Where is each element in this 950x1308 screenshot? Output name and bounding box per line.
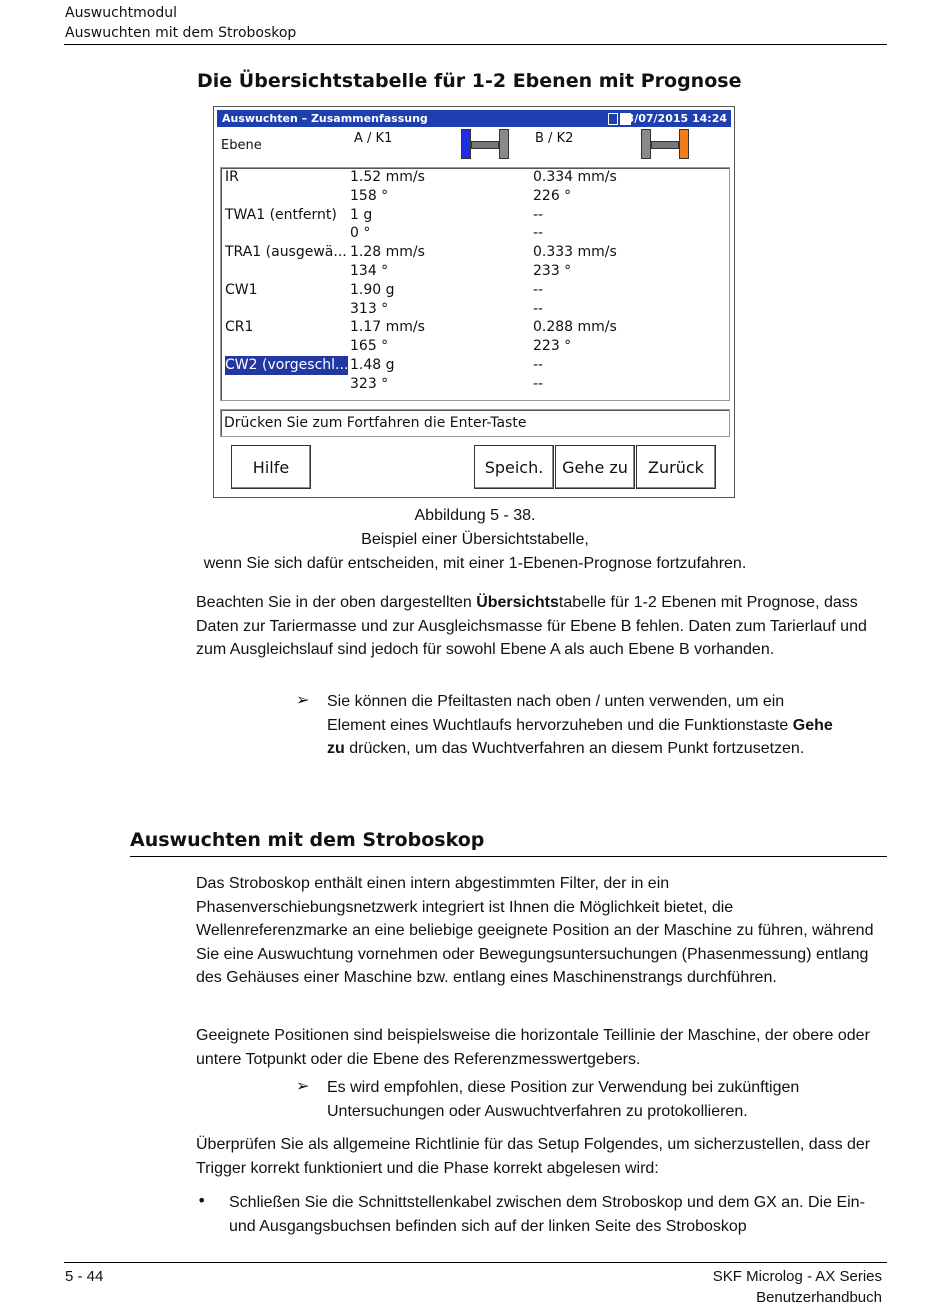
status-bar [220, 409, 730, 437]
table-cell-plane-b: -- [533, 281, 544, 298]
save-button[interactable]: Speich. [474, 445, 554, 489]
help-button[interactable]: Hilfe [231, 445, 311, 489]
figure-caption-title: Beispiel einer Übersichtstabelle, [361, 531, 589, 548]
plane-b-rotor-icon [641, 129, 689, 159]
header-module: Auswuchtmodul [65, 5, 177, 21]
table-cell-plane-b: -- [533, 357, 544, 373]
table-cell-plane-a: 1 g [350, 206, 373, 223]
table-cell-plane-b: 223 ° [533, 338, 572, 355]
section-title: Die Übersichtstabelle für 1-2 Ebenen mit Prognose [197, 70, 742, 92]
table-cell-plane-a: 134 ° [350, 263, 389, 279]
table-cell-plane-a: 1.17 mm/s [350, 319, 425, 336]
table-cell-plane-a: 158 ° [350, 187, 389, 204]
table-cell-plane-a: 323 ° [350, 375, 389, 392]
footer-rule [64, 1262, 887, 1263]
page-number: 5 - 44 [65, 1268, 104, 1285]
table-cell-plane-b: 0.288 mm/s [533, 319, 617, 336]
col-a-header: A / K1 [354, 131, 393, 146]
table-row-label[interactable]: CR1 [225, 319, 254, 336]
table-cell-plane-a: 165 ° [350, 338, 389, 355]
arrow-bullet-icon: ➢ [296, 690, 310, 709]
arrow-bullet-icon: ➢ [296, 1076, 310, 1095]
table-row-label[interactable]: TRA1 (ausgewä... [225, 244, 347, 261]
bullet-log-position: Es wird empfohlen, diese Position zur Verwendung bei zukünftigen Untersuchungen oder Auswuchtverfahren zu protokollieren. [327, 1079, 800, 1120]
dot-bullet-icon: • [197, 1191, 207, 1210]
table-cell-plane-b: -- [533, 300, 544, 317]
screen-title: Auswuchten – Zusammenfassung [222, 112, 428, 125]
footer-product-name: SKF Microlog - AX Series [712, 1268, 882, 1285]
screen-datetime: 13/07/2015 14:24 [618, 112, 727, 125]
header-section: Auswuchten mit dem Stroboskop [65, 25, 297, 41]
bullet-connect-cables: Schließen Sie die Schnittstellenkabel zwischen dem Stroboskop und dem GX an. Die Ein- und Ausgangsbuchsen befinden sich auf der linken Seite des Stroboskop [229, 1194, 865, 1235]
table-cell-plane-b: -- [533, 225, 544, 242]
screen-titlebar [217, 110, 731, 127]
goto-button[interactable]: Gehe zu [555, 445, 635, 489]
running-header [65, 3, 296, 43]
table-row-label[interactable]: IR [225, 169, 239, 185]
plane-a-rotor-icon [461, 129, 509, 159]
back-button[interactable]: Zurück [636, 445, 716, 489]
table-cell-plane-b: 226 ° [533, 187, 572, 204]
table-row-label[interactable]: CW2 (vorgeschl... [225, 357, 349, 373]
paragraph-stroboscope-filter: Das Stroboskop enthält einen intern abgestimmten Filter, der in ein Phasenverschiebungsnetzwerk integriert ist Ihnen die Möglichkeit bietet, die Wellenreferenzmarke an eine beliebige geeignete Position an der Maschine zu führen, während Sie eine Auswuchtung vornehmen oder Bewegungsuntersuchungen (Phasenmessung) entlang des Gehäuses einer Maschine bzw. entlang eines Maschinenstrangs durchführen. [196, 875, 874, 986]
footer-product [713, 1266, 882, 1308]
section2-title: Auswuchten mit dem Stroboskop [130, 829, 485, 851]
col-b-header: B / K2 [535, 131, 574, 146]
table-row-label[interactable]: CW1 [225, 281, 258, 298]
status-text: Drücken Sie zum Fortfahren die Enter-Taste [224, 415, 527, 431]
footer-doc-name: Benutzerhandbuch [756, 1289, 882, 1306]
table-cell-plane-a: 313 ° [350, 300, 389, 317]
table-cell-plane-b: -- [533, 206, 544, 223]
table-cell-plane-a: 1.28 mm/s [350, 244, 425, 261]
figure-caption-number: Abbildung 5 - 38. [414, 507, 536, 524]
paragraph-positions: Geeignete Positionen sind beispielsweise die horizontale Teillinie der Maschine, der obere oder untere Totpunkt oder die Ebene des Referenzmesswertgebers. [196, 1027, 870, 1068]
paragraph-missing-data: Beachten Sie in der oben dargestellten Übersichtstabelle für 1-2 Ebenen mit Prognose, dass Daten zur Tariermasse und zur Ausgleichsmasse für Ebene B fehlen. Daten zum Tarierlauf und zum Ausgleichslauf sind jedoch für sowohl Ebene A als auch Ebene B vorhanden. [196, 594, 867, 658]
paragraph-setup-guideline: Überprüfen Sie als allgemeine Richtlinie für das Setup Folgendes, um sicherzustellen, dass der Trigger korrekt funktioniert und die Phase korrekt abgelesen wird: [196, 1136, 871, 1177]
table-cell-plane-a: 1.48 g [350, 357, 395, 373]
header-rule [64, 44, 887, 45]
table-cell-plane-a: 1.90 g [350, 281, 395, 298]
sd-card-icon [608, 113, 618, 125]
figure-caption-subtitle: wenn Sie sich dafür entscheiden, mit einer 1-Ebenen-Prognose fortzufahren. [203, 555, 747, 572]
table-cell-plane-b: 0.334 mm/s [533, 169, 617, 185]
bullet-arrow-keys: Sie können die Pfeiltasten nach oben / unten verwenden, um ein Element eines Wuchtlaufs hervorzuheben und die Funktionstaste Gehe zu drücken, um das Wuchtverfahren an diesem Punkt fortzusetzen. [327, 693, 833, 757]
table-cell-plane-a: 1.52 mm/s [350, 169, 425, 185]
ebene-label: Ebene [221, 138, 262, 153]
table-cell-plane-b: -- [533, 375, 544, 392]
table-cell-plane-b: 0.333 mm/s [533, 244, 617, 261]
table-cell-plane-a: 0 ° [350, 225, 371, 242]
table-cell-plane-b: 233 ° [533, 263, 572, 279]
table-row-label[interactable]: TWA1 (entfernt) [225, 206, 337, 223]
section-rule [130, 856, 887, 857]
